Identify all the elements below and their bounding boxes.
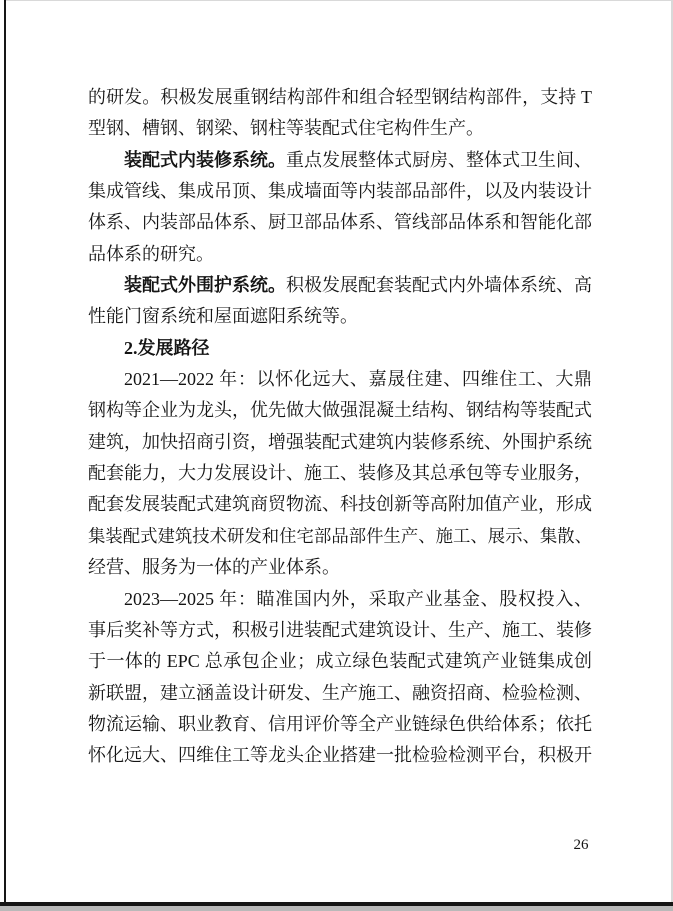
- text-run: 配套发展装配式建筑商贸物流、科技创新等高附加值产业，形成: [88, 494, 592, 515]
- text-line: [88, 207, 592, 238]
- page-border-left: [4, 0, 6, 906]
- page-shadow: [0, 906, 673, 911]
- text-line: [88, 113, 592, 144]
- text-line: [88, 301, 592, 332]
- text-run: 事后奖补等方式，积极引进装配式建筑设计、生产、施工、装修: [88, 619, 592, 640]
- text-line: [88, 82, 592, 113]
- text-run: 钢构等企业为龙头，优先做大做强混凝土结构、钢结构等装配式: [88, 400, 592, 421]
- text-line: [88, 427, 592, 458]
- text-line: [88, 364, 592, 395]
- text-run: 经营、服务为一体的产业体系。: [88, 557, 340, 578]
- text-line: [88, 646, 592, 677]
- page-number: 26: [573, 837, 589, 853]
- text-line: [88, 678, 592, 709]
- text-line: [88, 395, 592, 426]
- text-line: [88, 176, 592, 207]
- text-run: 重点发展整体式厨房、整体式卫生间、: [286, 149, 592, 170]
- text-line: [88, 521, 592, 552]
- text-run: 物流运输、职业教育、信用评价等全产业链绿色供给体系；依托: [88, 713, 592, 734]
- text-run: 品体系的研究。: [88, 243, 214, 264]
- text-line: [88, 489, 592, 520]
- text-run: 于一体的 EPC 总承包企业；成立绿色装配式建筑产业链集成创: [88, 651, 592, 672]
- text-run: 性能门窗系统和屋面遮阳系统等。: [88, 306, 358, 327]
- text-line: [88, 615, 592, 646]
- text-line: [88, 709, 592, 740]
- text-run: 积极发展配套装配式内外墙体系统、高: [286, 275, 592, 296]
- page-border-top: [4, 0, 673, 1]
- text-line: [88, 239, 592, 270]
- text-line: [88, 145, 592, 176]
- text-run: 2021—2022 年：以怀化远大、嘉晟住建、四维住工、大鼎: [124, 369, 592, 390]
- text-line: [88, 333, 592, 364]
- text-line: [88, 740, 592, 771]
- text-run: 集成管线、集成吊顶、集成墙面等内装部品部件，以及内装设计: [88, 181, 592, 202]
- text-run: 2023—2025 年：瞄准国内外，采取产业基金、股权投入、: [124, 588, 592, 609]
- text-run: 新联盟，建立涵盖设计研发、生产施工、融资招商、检验检测、: [88, 682, 592, 703]
- text-line: [88, 552, 592, 583]
- text-line: [88, 270, 592, 301]
- bold-run: 装配式内装修系统。: [124, 149, 286, 170]
- text-content: [88, 82, 592, 772]
- text-run: 型钢、槽钢、钢梁、钢柱等装配式住宅构件生产。: [88, 118, 484, 139]
- text-line: [88, 584, 592, 615]
- bold-run: 装配式外围护系统。: [124, 275, 286, 296]
- bold-run: 2.发展路径: [124, 337, 210, 358]
- text-run: 体系、内装部品体系、厨卫部品体系、管线部品体系和智能化部: [88, 212, 592, 233]
- text-run: 的研发。积极发展重钢结构部件和组合轻型钢结构部件，支持 T: [88, 87, 592, 107]
- text-run: 集装配式建筑技术研发和住宅部品部件生产、施工、展示、集散、: [88, 526, 592, 546]
- text-run: 建筑，加快招商引资，增强装配式建筑内装修系统、外围护系统: [88, 431, 592, 452]
- text-run: 怀化远大、四维住工等龙头企业搭建一批检验检测平台，积极开: [88, 745, 592, 766]
- text-line: [88, 458, 592, 489]
- text-run: 配套能力，大力发展设计、施工、装修及其总承包等专业服务，: [88, 463, 592, 484]
